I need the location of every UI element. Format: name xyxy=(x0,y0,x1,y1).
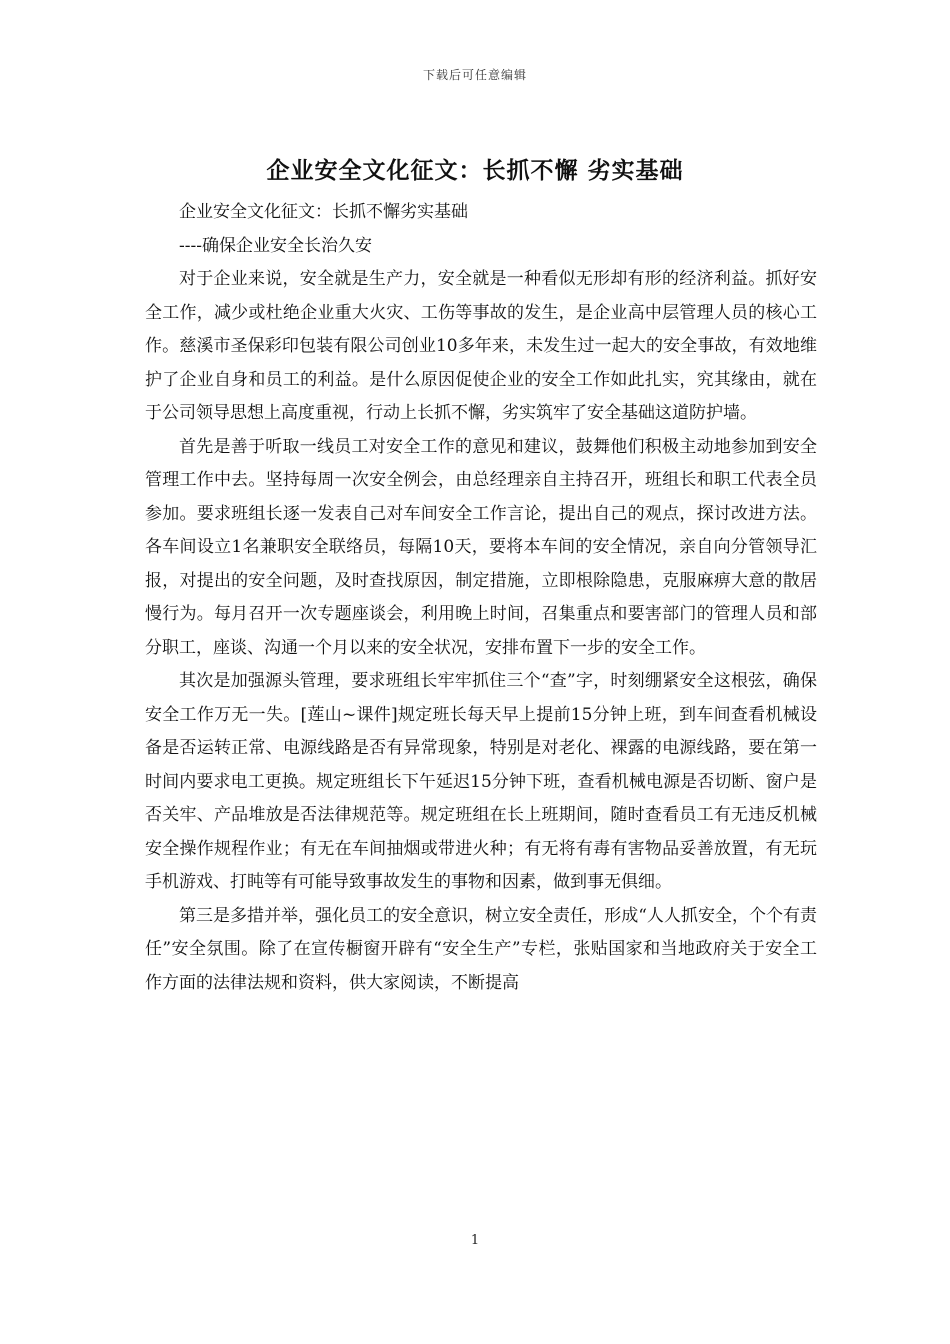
tagline-line: ----确保企业安全长治久安 xyxy=(179,235,372,256)
document-title: 企业安全文化征文：长抓不懈 劣实基础 xyxy=(266,157,684,184)
document-body xyxy=(145,196,817,1000)
subtitle-line: 企业安全文化征文：长抓不懈劣实基础 xyxy=(179,202,468,222)
paragraph-1: 对于企业来说，安全就是生产力，安全就是一种看似无形却有形的经济利益。抓好安全工作，减少或杜绝企业重大火灾、工伤等事故的发生，是企业高中层管理人员的核心工作。慈溪市圣保彩印包装有限公司创业10多年来，未发生过一起大的安全事故，有效地维护了企业自身和员工的利益。是什么原因促使企业的安全工作如此扎实，究其缘由，就在于公司领导思想上高度重视，行动上长抓不懈，劣实筑牢了安全基础这道防护墙。 xyxy=(145,269,817,423)
header-note: 下载后可任意编辑 xyxy=(422,68,527,82)
paragraph-4: 第三是多措并举，强化员工的安全意识，树立安全责任，形成“人人抓安全，个个有责任”安全氛围。除了在宣传橱窗开辟有“安全生产”专栏，张贴国家和当地政府关于安全工作方面的法律法规和资料，供大家阅读，不断提高 xyxy=(145,905,817,993)
page-number: 1 xyxy=(470,1233,480,1248)
paragraph-2: 首先是善于听取一线员工对安全工作的意见和建议，鼓舞他们积极主动地参加到安全管理工作中去。坚持每周一次安全例会，由总经理亲自主持召开，班组长和职工代表全员参加。要求班组长逐一发表自己对车间安全工作言论，提出自己的观点，探讨改进方法。各车间设立1名兼职安全联络员，每隔10天，要将本车间的安全情况，亲自向分管领导汇报，对提出的安全问题，及时查找原因，制定措施，立即根除隐患，克服麻痹大意的散居慢行为。每月召开一次专题座谈会，利用晚上时间，召集重点和要害部门的管理人员和部分职工，座谈、沟通一个月以来的安全状况，安排布置下一步的安全工作。 xyxy=(145,436,817,658)
paragraph-3: 其次是加强源头管理，要求班组长牢牢抓住三个“查”字，时刻绷紧安全这根弦，确保安全工作万无一失。[莲山~课件]规定班长每天早上提前15分钟上班，到车间查看机械设备是否运转正常、电源线路是否有异常现象，特别是对老化、裸露的电源线路，要在第一时间内要求电工更换。规定班组长下午延迟15分钟下班，查看机械电源是否切断、窗户是否关牢、产品堆放是否法律规范等。规定班组在长上班期间，随时查看员工有无违反机械安全操作规程作业；有无在车间抽烟或带进火种；有无将有毒有害物品妥善放置，有无玩手机游戏、打盹等有可能导致事故发生的事物和因素，做到事无俱细。 xyxy=(145,671,817,892)
